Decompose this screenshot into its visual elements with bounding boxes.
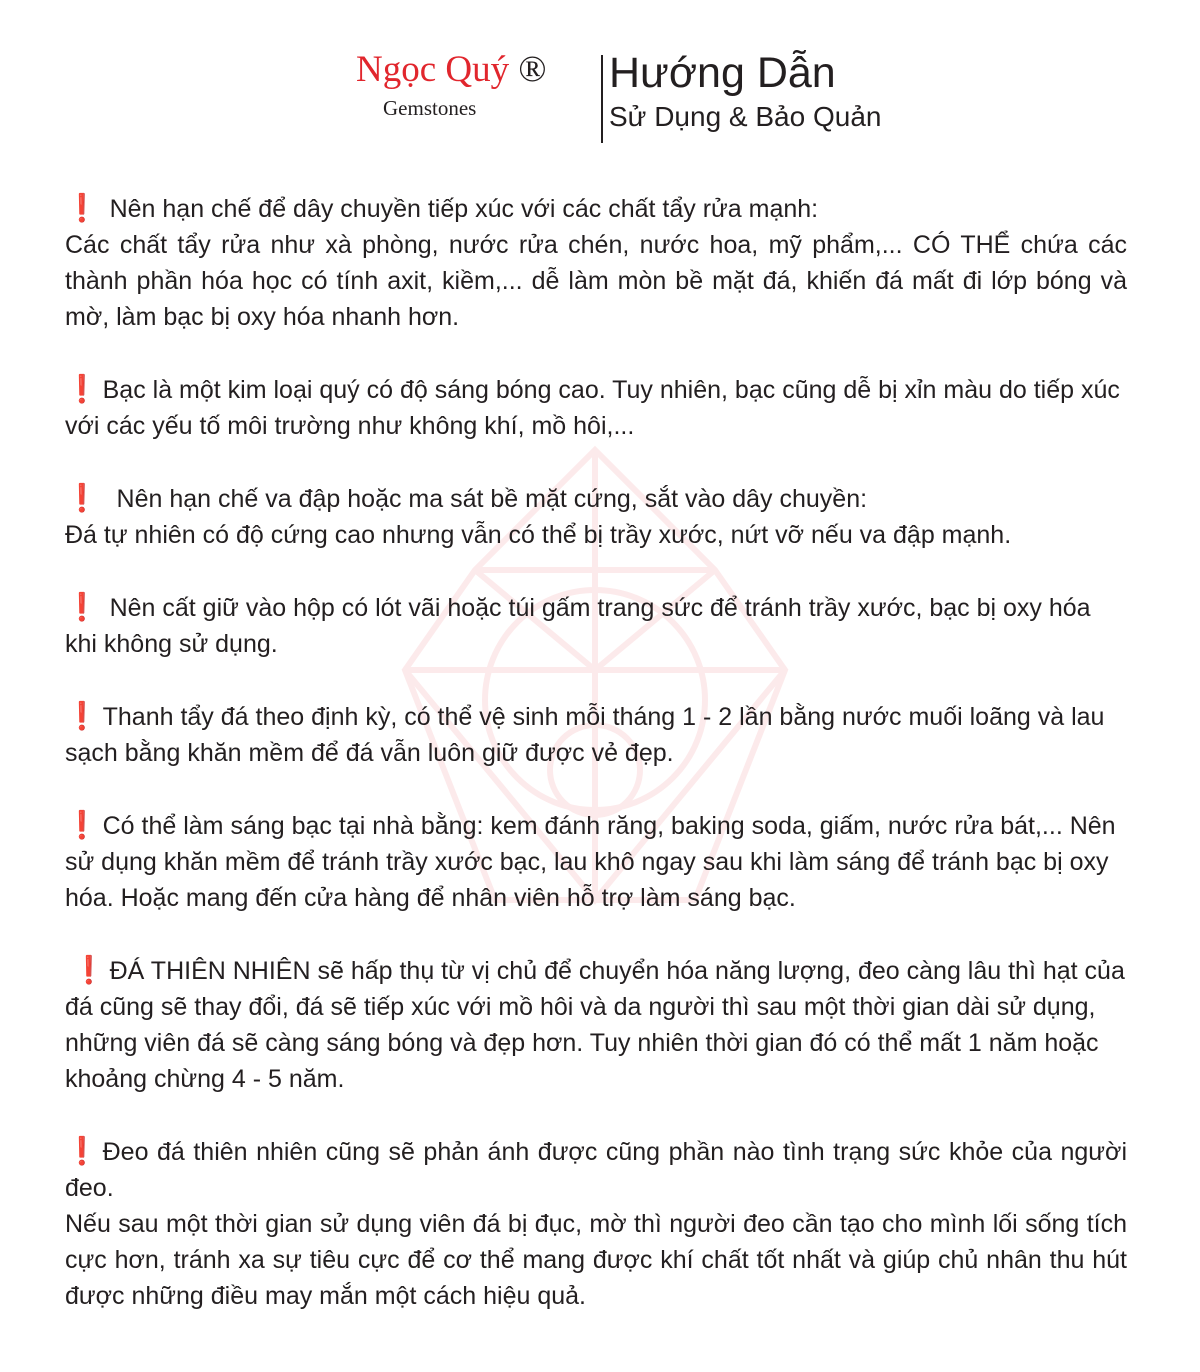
registered-mark: ® bbox=[518, 49, 547, 90]
instruction-body: Có thể làm sáng bạc tại nhà bằng: kem đánh răng, baking soda, giấm, nước rửa bát,... Nên sử dụng khăn mềm để tránh trầy xước bạc, lau khô ngay sau khi làm sáng để tránh bạc bị oxy hóa. Hoặc mang đến cửa hàng để nhân viên hỗ trợ làm sáng bạc. bbox=[65, 812, 1116, 912]
instruction-body: Thanh tẩy đá theo định kỳ, có thể vệ sinh mỗi tháng 1 - 2 lần bằng nước muối loãng và lau sạch bằng khăn mềm để đá vẫn luôn giữ được vẻ đẹp. bbox=[65, 703, 1105, 767]
header-divider bbox=[601, 55, 603, 143]
exclamation-icon: ❗ bbox=[65, 483, 99, 513]
page-title: Hướng Dẫn bbox=[609, 49, 836, 97]
instruction-extra: Nếu sau một thời gian sử dụng viên đá bị đục, mờ thì người đeo cần tạo cho mình lối sống tích cực hơn, tránh xa sự tiêu cực để cơ thể mang được khí chất tốt nhất và giúp chủ nhân thu hút được những điều may mắn một cách hiệu quả. bbox=[65, 1210, 1127, 1310]
instruction-body: Các chất tẩy rửa như xà phòng, nước rửa chén, nước hoa, mỹ phẩm,... CÓ THỂ chứa các thành phần hóa học có tính axit, kiềm,... dễ làm mòn bề mặt đá, khiến đá mất đi lớp bóng và mờ, làm bạc bị oxy hóa nhanh hơn. bbox=[65, 231, 1127, 331]
exclamation-icon: ❗ bbox=[65, 1136, 99, 1166]
exclamation-icon: ❗ bbox=[65, 374, 99, 404]
exclamation-icon: ❗ bbox=[65, 701, 99, 731]
instruction-item bbox=[65, 952, 1127, 1097]
instruction-item bbox=[65, 589, 1127, 662]
instruction-heading: Nên hạn chế va đập hoặc ma sát bề mặt cứng, sắt vào dây chuyền: bbox=[116, 485, 868, 513]
instruction-body: Đeo đá thiên nhiên cũng sẽ phản ánh được cũng phần nào tình trạng sức khỏe của người đeo. bbox=[65, 1138, 1127, 1202]
header bbox=[0, 40, 1200, 150]
instruction-body: Đá tự nhiên có độ cứng cao nhưng vẫn có thể bị trầy xước, nứt vỡ nếu va đập mạnh. bbox=[65, 521, 1012, 549]
exclamation-icon: ❗ bbox=[65, 592, 99, 622]
brand-logo bbox=[356, 48, 547, 92]
instruction-item bbox=[65, 1133, 1127, 1314]
instruction-body: ĐÁ THIÊN NHIÊN sẽ hấp thụ từ vị chủ để chuyển hóa năng lượng, đeo càng lâu thì hạt của đá cũng sẽ thay đổi, đá sẽ tiếp xúc với mồ hôi và da người thì sau một thời gian dài sử dụng, những viên đá sẽ càng sáng bóng và đẹp hơn. Tuy nhiên thời gian đó có thể mất 1 năm hoặc khoảng chừng 4 - 5 năm. bbox=[65, 957, 1125, 1093]
exclamation-icon: ❗ bbox=[65, 810, 99, 840]
brand-name: Ngọc Quý bbox=[356, 49, 510, 90]
instruction-item bbox=[65, 698, 1127, 771]
exclamation-icon: ❗ bbox=[71, 955, 106, 985]
care-instructions bbox=[65, 190, 1127, 1314]
exclamation-icon: ❗ bbox=[65, 193, 99, 223]
instruction-item bbox=[65, 371, 1127, 444]
page-subtitle: Sử Dụng & Bảo Quản bbox=[609, 101, 882, 132]
instruction-item bbox=[65, 190, 1127, 335]
brand-subtitle: Gemstones bbox=[383, 96, 477, 120]
instruction-body: Nên cất giữ vào hộp có lót vãi hoặc túi gấm trang sức để tránh trầy xước, bạc bị oxy hóa khi không sử dụng. bbox=[65, 594, 1091, 658]
instruction-item bbox=[65, 480, 1127, 553]
instruction-item bbox=[65, 807, 1127, 916]
instruction-body: Bạc là một kim loại quý có độ sáng bóng cao. Tuy nhiên, bạc cũng dễ bị xỉn màu do tiếp xúc với các yếu tố môi trường như không khí, mồ hôi,... bbox=[65, 376, 1120, 440]
instruction-heading: Nên hạn chế để dây chuyền tiếp xúc với các chất tẩy rửa mạnh: bbox=[109, 195, 819, 223]
